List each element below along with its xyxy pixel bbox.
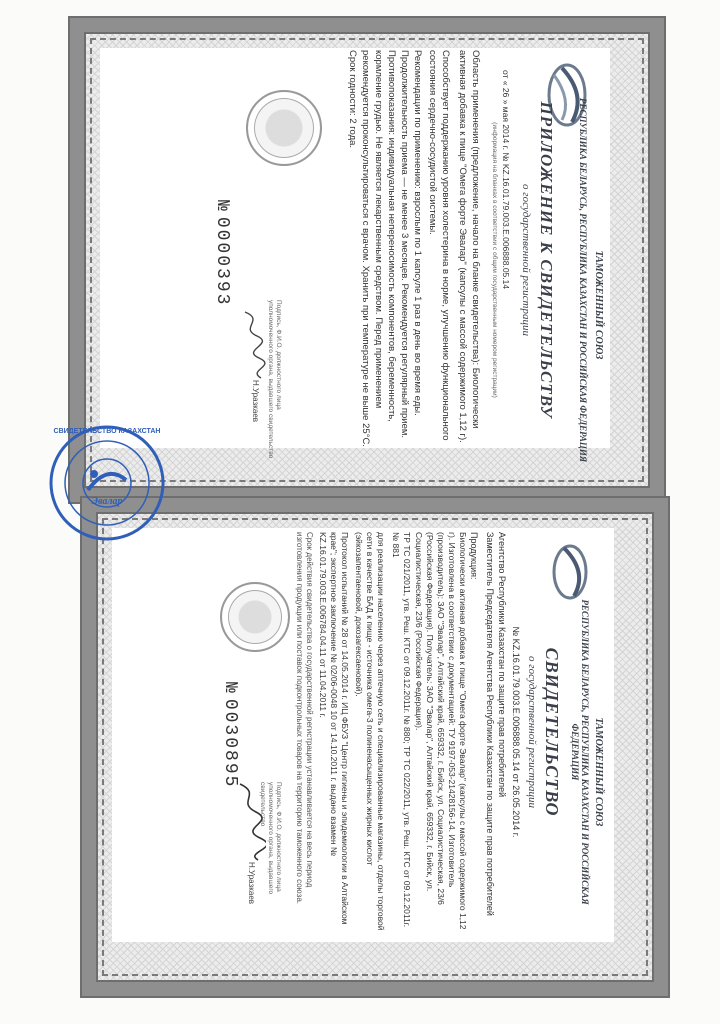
appendix-paragraph-2: Способствует поддержанию уровня холестерина в норме, улучшению функционального состояния сердечно-сосудистой системы. xyxy=(427,50,451,441)
union-title: ТАМОЖЕННЫЙ СОЮЗ xyxy=(593,717,604,827)
union-subtitle: РЕСПУБЛИКА БЕЛАРУСЬ, РЕСПУБЛИКА КАЗАХСТАН И РОССИЙСКАЯ ФЕДЕРАЦИЯ xyxy=(578,97,588,463)
union-title: ТАМОЖЕННЫЙ СОЮЗ xyxy=(593,250,604,360)
certificate-signer: Н.Уразкаев xyxy=(247,862,256,905)
appendix-paragraph-3: Рекомендации по применению: взрослым по 1 капсуле 1 раз в день во время еды. Продолжительность приема — не менее 3 месяцев. Рекомендуется регулярный прием. Противопоказания: индивидуальная непереносимость компонентов, беременность, кормление грудью. Не является лекарственным средством. Перед применением рекомендуется проконсультироваться с врачом. Хранить при температуре не выше 25°С. Срок годности: 2 года. xyxy=(347,50,423,447)
appendix-title: ПРИЛОЖЕНИЕ К СВИДЕТЕЛЬСТВУ xyxy=(537,101,556,419)
appendix-content xyxy=(112,50,612,470)
stamp-center-text: Эвалар xyxy=(91,496,123,507)
certificate-serial-number xyxy=(220,682,240,788)
number-sign: № xyxy=(220,682,240,695)
certificate-title: СВИДЕТЕЛЬСТВО xyxy=(542,647,562,817)
compliance-text: ТР ТС 021/2011, утв. Реш. КТС от 09.12.2011г. № 880; ТР ТС 022/2011, утв. Реш. КТС от 09.12.2011г. № 881 xyxy=(391,532,412,928)
certificate-sign-caption: Подпись, Ф.И.О. должностного лица уполномоченного органа, выдавшего свидетельство xyxy=(259,782,282,895)
official-seal xyxy=(246,90,322,166)
certificate-subtitle: о государственной регистрации xyxy=(526,656,538,808)
company-blue-stamp xyxy=(48,424,166,542)
appendix-paragraph-1: Область применения (предложение, начало на бланке свидетельства): Биологически активная добавка к пище "Омега форте Эвалар" (капсулы с массой содержимого 1,12 г). xyxy=(457,50,481,443)
validity-text: Срок действия свидетельства о государственной регистрации устанавливается на весь период изготовления продукции или поставок подконтрольных товаров на территорию таможенного союза. xyxy=(295,532,314,904)
usage-text: для реализации населению через аптечную сеть и специализированные магазины, отделы торговой сети в качестве БАД к пище - источника омега-3 полиненасыщенных жирных кислот (эйкозапентаеновой, докозагексаеновой). xyxy=(354,532,386,931)
certificate-agency: Агентство Республики Казахстан по защите прав потребителей xyxy=(497,532,507,798)
stamp-ring-text: СВИДЕТЕЛЬСТВО КАЗАХСТАН xyxy=(53,428,161,435)
certificate-deputy: Заместитель Председателя Агентства Республики Казахстан по защите прав потребителей xyxy=(485,532,495,916)
certificate-reg-line: № KZ.16.01.79.003.E.006888.05.14 от 26.05.2014 г. xyxy=(511,626,521,838)
signature-icon xyxy=(237,310,267,380)
appendix-signer: Н.Уразкаев xyxy=(251,380,260,423)
appendix-serial-number xyxy=(212,200,232,306)
appendix-number: 0000393 xyxy=(212,216,232,307)
protocols-text: Протокол испытаний № 28 от 14.05.2014 г. ИЦ ФБУЗ "Центр гигиены и эпидемиологии в Алтайском крае"; экспертное заключение № 02/06-0048 10 от 14.10.2011 г. выдано взамен № KZ.16.01.79.003.Е.006784.04.11 от 11.04.2011 г. xyxy=(318,532,350,925)
union-subtitle: РЕСПУБЛИКА БЕЛАРУСЬ, РЕСПУБЛИКА КАЗАХСТАН И РОССИЙСКАЯ ФЕДЕРАЦИЯ xyxy=(570,599,590,905)
product-label: Продукция: xyxy=(469,532,479,580)
certificate-content xyxy=(122,532,612,932)
appendix-subtitle: о государственной регистрации xyxy=(520,184,532,336)
signature-icon xyxy=(232,782,266,862)
official-seal xyxy=(220,582,290,652)
appendix-sign-caption: Подпись, Ф.И.О. должностного лица уполномоченного органа, выдавшего свидетельство xyxy=(267,300,282,459)
product-description: Биологически активная добавка к пище "Омега форте Эвалар" (капсулы с массой содержимого 1,12 г). Изготовлена в соответствии с документацией: ТУ 9197-053-21428156-14. Изготовитель (производитель): ЗАО "Эвалар", Алтайский край, 659332, г. Бийск, ул. Социалистическая, 23/6 (Российская Федерация). Получатель: ЗАО "Эвалар", Алтайский край, 659332, г. Бийск, ул. Социалистическая, 23/6 (Российская Федерация). xyxy=(414,532,468,930)
number-sign: № xyxy=(212,200,232,213)
certificate-number: 0030895 xyxy=(220,698,240,789)
appendix-date-caption: (информация на бланках в соответствии с общим государственным номером регистрации) xyxy=(491,122,498,398)
appendix-date-line: от « 26 » мая 2014 г. № KZ.16.01.79.003.E.006888.05.14 xyxy=(501,70,511,290)
